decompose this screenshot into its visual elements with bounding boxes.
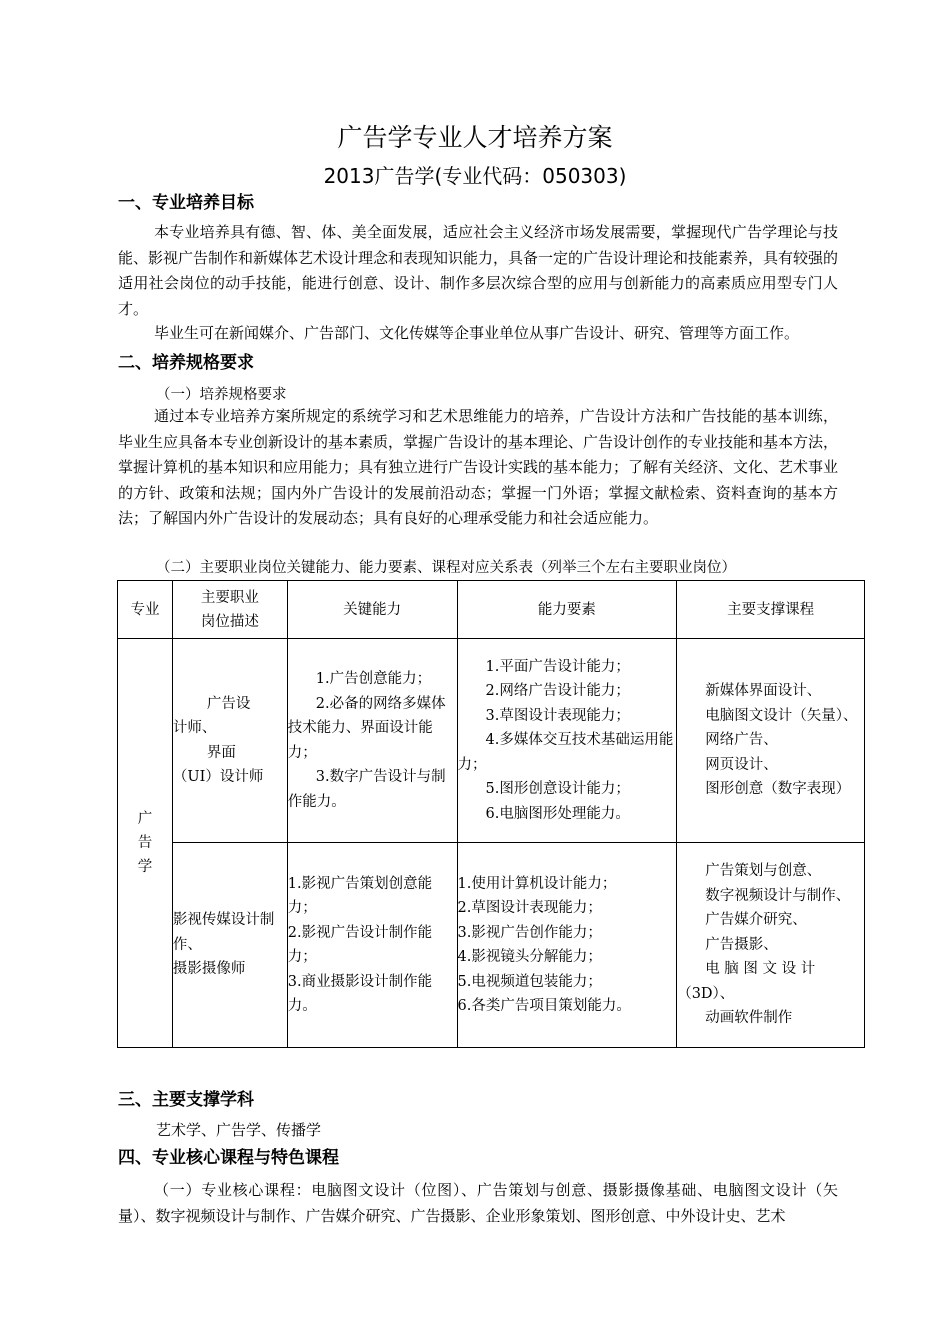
- post-cell: [172, 639, 287, 843]
- ability-element-item: 2.草图设计表现能力；: [457, 900, 602, 916]
- post-ability-table: [117, 580, 865, 1048]
- ability-element-item: 3.草图设计表现能力；: [485, 707, 630, 724]
- section-1-paragraph-2: 毕业生可在新闻媒介、广告部门、文化传媒等企事业单位从事广告设计、研究、管理等方面工作。: [154, 324, 800, 342]
- header-major: 专业: [118, 581, 173, 639]
- course-item: 数字视频设计与制作、: [705, 887, 851, 904]
- ability-element-item: 1.使用计算机设计能力；: [457, 875, 617, 892]
- header-key-ability: 关键能力: [287, 581, 457, 639]
- post-line: 广告设: [206, 695, 251, 712]
- header-ability-elements: 能力要素: [457, 581, 677, 639]
- ability-elements-cell: [457, 843, 677, 1048]
- table-header-row: [118, 581, 865, 639]
- course-item: 电 脑 图 文 设 计（3D）、: [677, 961, 816, 1002]
- section-4-paragraph-1: （一）专业核心课程：电脑图文设计（位图）、广告策划与创意、摄影摄像基础、电脑图文设计（矢量）、数字视频设计与制作、广告媒介研究、广告摄影、企业形象策划、图形创意、中外设计史、艺术: [118, 1181, 838, 1225]
- section-2-heading: 二、培养规格要求: [118, 353, 254, 373]
- ability-element-item: 6.各类广告项目策划能力。: [457, 998, 631, 1014]
- ability-element-item: 1.平面广告设计能力；: [485, 658, 630, 675]
- header-post: [172, 581, 287, 639]
- key-ability-cell: [287, 639, 457, 843]
- post-line: 摄影摄像师: [172, 961, 246, 978]
- ability-element-item: 2.网络广告设计能力；: [485, 683, 630, 700]
- section-3-heading: 三、主要支撑学科: [118, 1090, 254, 1110]
- post-line: 计师、: [172, 720, 217, 736]
- course-item: 动画软件制作: [705, 1010, 793, 1027]
- header-post-line-1: 主要职业: [200, 589, 259, 606]
- major-char: 广: [137, 811, 153, 827]
- section-2-subheading-1: （一）培养规格要求: [156, 387, 287, 403]
- ability-element-item: 3.影视广告创作能力；: [457, 924, 602, 941]
- course-item: 网络广告、: [705, 732, 778, 749]
- ability-element-item: 6.电脑图形处理能力。: [485, 805, 630, 822]
- section-4-heading: 四、专业核心课程与特色课程: [118, 1148, 339, 1168]
- major-char: 学: [137, 859, 153, 875]
- section-2-subheading-2: （二）主要职业岗位关键能力、能力要素、课程对应关系表（列举三个左右主要职业岗位）: [156, 560, 736, 576]
- course-item: 广告摄影、: [705, 936, 778, 953]
- post-line: 影视传媒设计制作、: [172, 912, 275, 953]
- ability-element-item: 4.多媒体交互技术基础运用能力；: [457, 732, 674, 773]
- course-item: 广告媒介研究、: [705, 912, 807, 929]
- key-ability-item: 2.影视广告设计制作能力；: [287, 924, 433, 965]
- course-item: 新媒体界面设计、: [705, 683, 822, 700]
- section-2-paragraph-1: 通过本专业培养方案所规定的系统学习和艺术思维能力的培养，广告设计方法和广告技能的基本训练，毕业生应具备本专业创新设计的基本素质，掌握广告设计的基本理论、广告设计创作的专业技能和基本方法，掌握计算机的基本知识和应用能力；具有独立进行广告设计实践的基本能力；了解有关经济、文化、艺术事业的方针、政策和法规；国内外广告设计的发展前沿动态；掌握一门外语；掌握文献检索、资料查询的基本方法；了解国内外广告设计的发展动态；具有良好的心理承受能力和社会适应能力。: [118, 407, 839, 527]
- document-subtitle: 2013广告学(专业代码：050303): [323, 164, 627, 188]
- document-title: 广告学专业人才培养方案: [337, 123, 613, 152]
- section-3-content: 艺术学、广告学、传播学: [156, 1121, 322, 1139]
- header-courses: 主要支撑课程: [677, 581, 865, 639]
- table-row: [118, 639, 865, 843]
- course-item: 图形创意（数字表现）: [705, 781, 851, 798]
- table-row: [118, 843, 865, 1048]
- courses-cell: [677, 639, 865, 843]
- post-cell: [172, 843, 287, 1048]
- courses-cell: [677, 843, 865, 1048]
- key-ability-item: 3.数字广告设计与制作能力。: [287, 769, 446, 810]
- ability-elements-cell: [457, 639, 677, 843]
- key-ability-cell: [287, 843, 457, 1048]
- post-line: （UI）设计师: [172, 769, 264, 785]
- header-post-line-2: 岗位描述: [200, 613, 259, 630]
- key-ability-item: 2.必备的网络多媒体技术能力、界面设计能力；: [287, 695, 446, 761]
- section-1-heading: 一、专业培养目标: [118, 193, 254, 213]
- course-item: 网页设计、: [705, 756, 778, 773]
- post-line: 界面: [206, 744, 236, 761]
- key-ability-item: 1.广告创意能力；: [315, 671, 432, 687]
- course-item: 电脑图文设计（矢量）、: [705, 707, 858, 724]
- key-ability-item: 1.影视广告策划创意能力；: [287, 875, 433, 916]
- ability-element-item: 5.图形创意设计能力；: [485, 781, 630, 798]
- ability-element-item: 4.影视镜头分解能力；: [457, 949, 602, 965]
- ability-element-item: 5.电视频道包装能力；: [457, 973, 602, 990]
- section-1-paragraph-1: 本专业培养具有德、智、体、美全面发展，适应社会主义经济市场发展需要，掌握现代广告学理论与技能、影视广告制作和新媒体艺术设计理念和表现知识能力，具备一定的广告设计理论和技能素养，具有较强的适用社会岗位的动手技能，能进行创意、设计、制作多层次综合型的应用与创新能力的高素质应用型专门人才。: [118, 223, 839, 318]
- course-item: 广告策划与创意、: [705, 863, 822, 880]
- major-char: 告: [137, 835, 153, 851]
- major-cell: [118, 639, 173, 1048]
- key-ability-item: 3.商业摄影设计制作能力。: [287, 973, 433, 1014]
